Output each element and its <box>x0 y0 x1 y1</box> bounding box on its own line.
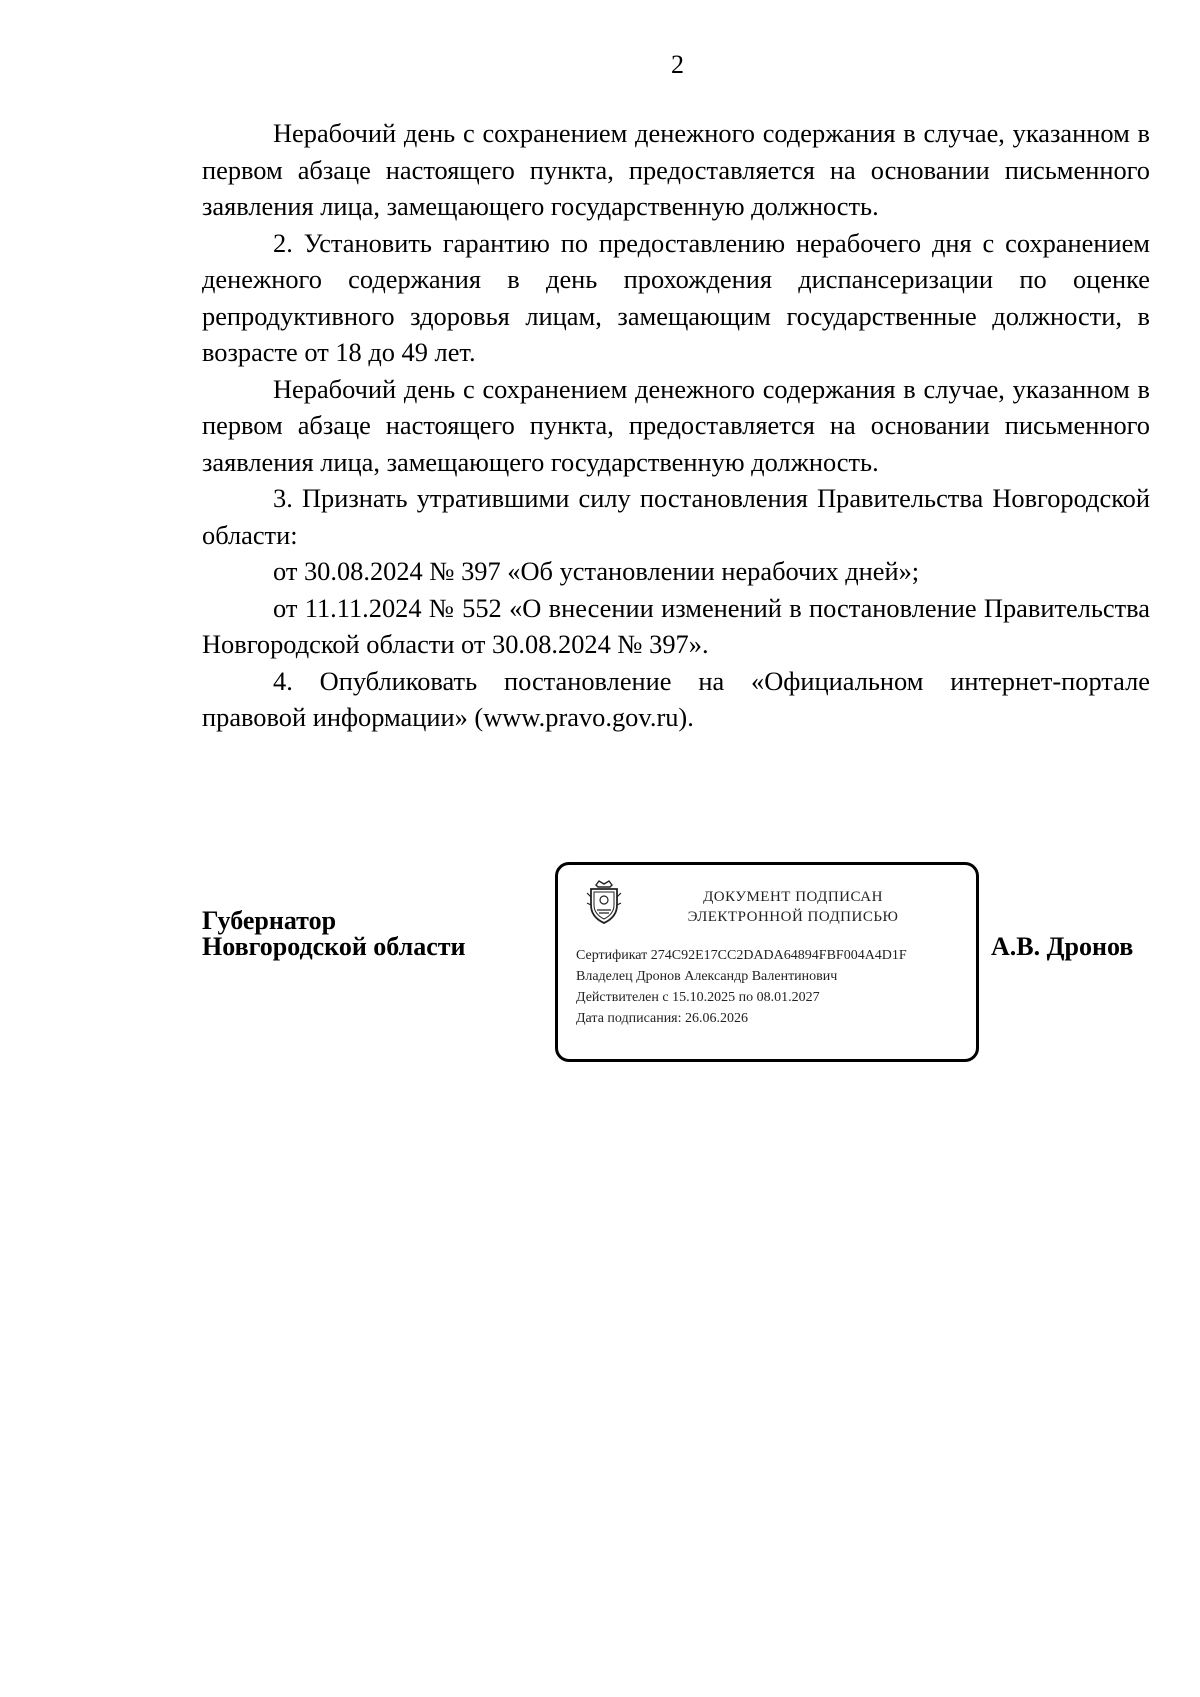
stamp-heading-line: ЭЛЕКТРОННОЙ ПОДПИСЬЮ <box>687 909 899 925</box>
page-number: 2 <box>671 50 684 79</box>
coat-of-arms-icon <box>584 879 624 925</box>
stamp-heading <box>638 887 948 927</box>
paragraph: от 11.11.2024 № 552 «О внесении изменений в постановление Правительства Новгородской области от 30.08.2024 № 397». <box>202 592 1150 659</box>
stamp-details <box>576 945 976 1029</box>
stamp-heading-line: ДОКУМЕНТ ПОДПИСАН <box>703 889 883 905</box>
signer-position-line: Новгородской области <box>202 932 466 961</box>
paragraph: 2. Установить гарантию по предоставлению нерабочего дня с сохранением денежного содержания в день прохождения диспансеризации по оценке репродуктивного здоровья лицам, замещающим государственные должности, в возрасте от 18 до 49 лет. <box>202 227 1150 367</box>
signature-block <box>202 862 1162 1062</box>
paragraph: Нерабочий день с сохранением денежного содержания в случае, указанном в первом абзаце настоящего пункта, предоставляется на основании письменного заявления лица, замещающего государственную должность. <box>202 373 1150 477</box>
certificate-owner: Владелец Дронов Александр Валентинович <box>576 969 838 984</box>
paragraph: Нерабочий день с сохранением денежного содержания в случае, указанном в первом абзаце настоящего пункта, предоставляется на основании письменного заявления лица, замещающего государственную должность. <box>202 118 1150 221</box>
signing-date: Дата подписания: 26.06.2026 <box>576 1011 749 1026</box>
signer-position-line: Губернатор <box>202 906 337 935</box>
paragraph: 4. Опубликовать постановление на «Официальном интернет-портале правовой информации» (www.pravo.gov.ru). <box>202 665 1150 732</box>
paragraph: 3. Признать утратившими силу постановления Правительства Новгородской области: <box>202 483 1150 550</box>
paragraph: от 30.08.2024 № 397 «Об установлении нерабочих дней»; <box>273 556 920 586</box>
signer-name: А.В. Дронов <box>991 932 1134 961</box>
document-body <box>202 115 1150 736</box>
certificate-validity: Действителен с 15.10.2025 по 08.01.2027 <box>576 990 820 1005</box>
certificate-number: Сертификат 274C92E17CC2DADA64894FBF004A4D1F <box>576 948 907 963</box>
signer-position <box>202 908 466 960</box>
electronic-signature-stamp <box>555 862 979 1062</box>
